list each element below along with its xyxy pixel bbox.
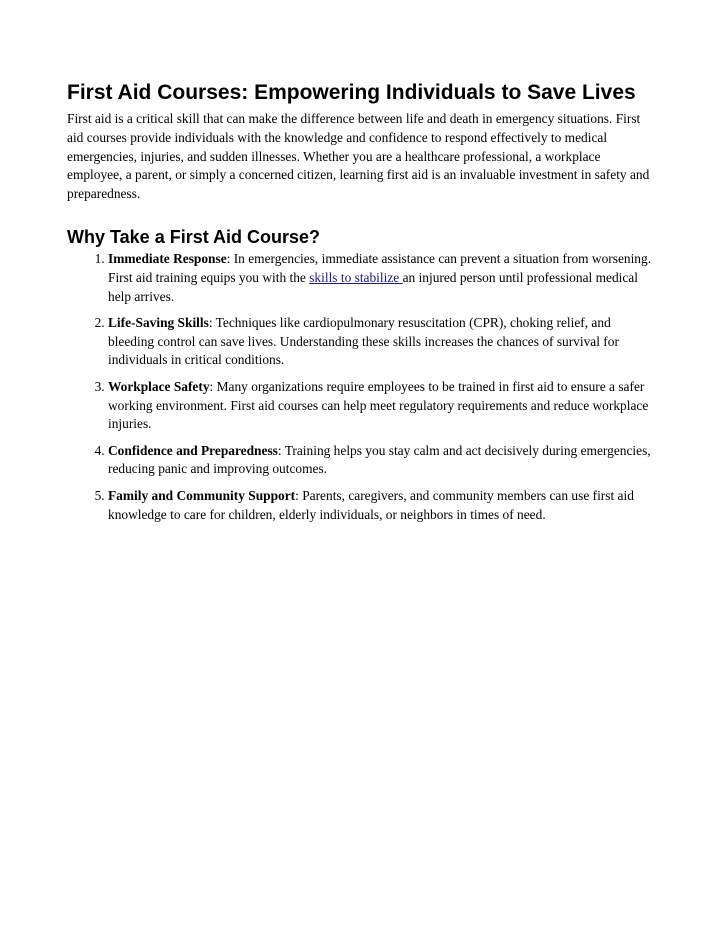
list-item-text: : In emergencies, immediate assistance can prevent a situation from worsening. First aid training equips you with the [108,250,652,285]
list-item-term: Immediate Response [108,250,227,266]
list-item-term: Life-Saving Skills [108,314,209,330]
section-heading: Why Take a First Aid Course? [67,226,321,247]
list-item-family-community-support [108,487,652,525]
list-item-confidence-preparedness [108,442,652,480]
list-item-text: an injured person until professional medical help arrives. [108,269,638,304]
list-item-term: Workplace Safety [108,378,210,394]
list-item-term: Confidence and Preparedness [108,442,278,458]
list-item-text: : Techniques like cardiopulmonary resuscitation (CPR), choking relief, and bleeding control can save lives. Understanding these skills increases the chances of survival for individuals in critical conditions. [108,314,619,368]
page-title: First Aid Courses: Empowering Individuals to Save Lives [67,81,636,104]
skills-to-stabilize-link[interactable]: skills to stabilize [309,269,403,285]
list-item-text: : Many organizations require employees to be trained in first aid to ensure a safer working environment. First aid courses can help meet regulatory requirements and reduce workplace injuries. [108,378,649,432]
list-item-immediate-response [108,250,652,306]
list-item-workplace-safety [108,378,652,434]
list-item-term: Family and Community Support [108,487,296,503]
list-item-text: : Training helps you stay calm and act decisively during emergencies, reducing panic and improving outcomes. [108,442,651,477]
reasons-list [67,250,652,524]
list-item-life-saving-skills [108,314,652,370]
document-page [67,78,652,532]
intro-paragraph: First aid is a critical skill that can make the difference between life and death in emergency situations. First aid courses provide individuals with the knowledge and confidence to respond effectively to medical emergencies, injuries, and sudden illnesses. Whether you are a healthcare professional, a workplace employee, a parent, or simply a concerned citizen, learning first aid is an invaluable investment in safety and preparedness. [67,111,650,202]
list-item-text: : Parents, caregivers, and community members can use first aid knowledge to care for children, elderly individuals, or neighbors in times of need. [108,487,634,522]
